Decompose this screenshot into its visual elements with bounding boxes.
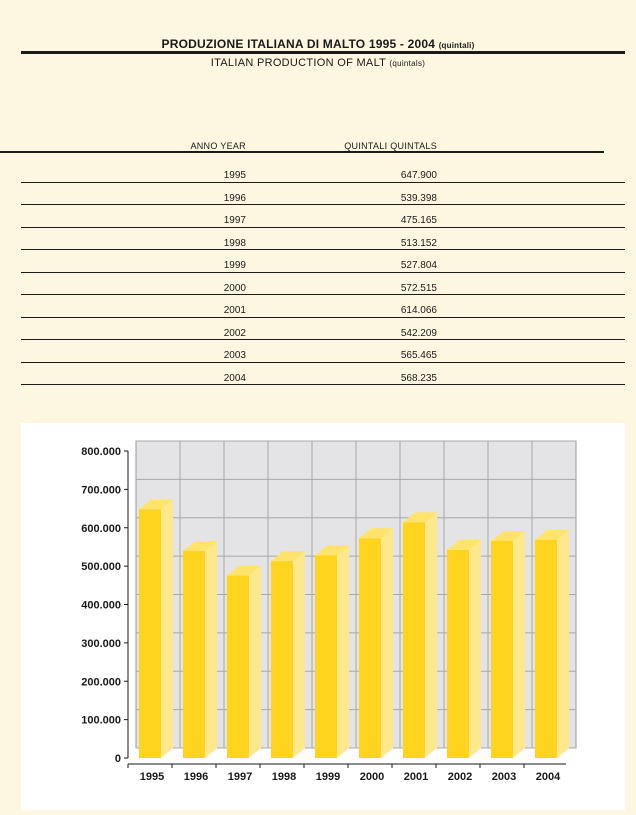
- chart-panel: [21, 423, 625, 810]
- y-tick-label: 100.000: [81, 714, 121, 727]
- data-table-body: [21, 160, 625, 385]
- bar-side: [381, 528, 393, 758]
- bar-side: [469, 540, 481, 758]
- table-row: [21, 295, 625, 318]
- table-row: [21, 250, 625, 273]
- bar: [315, 555, 337, 758]
- table-cell-quintals: 513.152: [400, 237, 437, 249]
- table-row: [21, 183, 625, 206]
- x-tick-label: 1999: [315, 771, 341, 783]
- x-tick-label: 1998: [271, 771, 297, 783]
- bar-side: [205, 541, 217, 758]
- table-cell-year: 2003: [223, 350, 246, 361]
- table-row: [21, 228, 625, 251]
- table-row: [21, 318, 625, 341]
- table-cell-quintals: 475.165: [400, 215, 437, 226]
- table-row: [21, 160, 625, 183]
- bar: [491, 541, 513, 758]
- x-tick-label: 2001: [403, 771, 429, 783]
- bar-side: [337, 545, 349, 758]
- table-cell-quintals: 527.804: [400, 260, 437, 271]
- x-tick-label: 2003: [491, 771, 517, 783]
- table-cell-quintals: 572.515: [400, 282, 437, 294]
- table-cell-year: 2000: [223, 282, 246, 294]
- table-cell-year: 1998: [223, 237, 246, 249]
- title-english-unit: (quintals): [389, 59, 426, 68]
- y-tick-label: 500.000: [81, 561, 121, 574]
- title-english: [0, 57, 636, 69]
- bar: [403, 522, 425, 758]
- table-cell-quintals: 614.066: [400, 305, 437, 316]
- bar-chart: [21, 423, 625, 810]
- bar-side: [557, 530, 569, 758]
- bar-side: [425, 512, 437, 758]
- y-tick-label: 300.000: [81, 637, 121, 650]
- bar: [447, 550, 469, 758]
- y-tick-label: 800.000: [81, 446, 121, 458]
- bar-side: [161, 499, 173, 758]
- table-cell-quintals: 647.900: [400, 170, 437, 181]
- table-row: [21, 205, 625, 228]
- bar-side: [293, 551, 305, 758]
- table-cell-quintals: 539.398: [400, 192, 437, 204]
- bar-side: [249, 566, 261, 758]
- bar-side: [513, 531, 525, 758]
- column-header-quintals: QUINTALI QUINTALS: [344, 141, 437, 151]
- table-cell-year: 1996: [223, 192, 246, 204]
- table-cell-quintals: 542.209: [400, 327, 437, 339]
- bar: [139, 509, 161, 758]
- table-header-rule: [0, 151, 604, 153]
- column-header-year: ANNO YEAR: [190, 141, 246, 151]
- y-tick-label: 0: [114, 753, 121, 765]
- bar: [271, 561, 293, 758]
- table-row: [21, 363, 625, 386]
- table-cell-year: 1999: [223, 260, 246, 271]
- table-cell-quintals: 568.235: [400, 372, 437, 384]
- bar: [227, 576, 249, 758]
- title-italian-text: PRODUZIONE ITALIANA DI MALTO 1995 - 2004: [161, 37, 436, 51]
- title-english-text: ITALIAN PRODUCTION OF MALT: [210, 57, 386, 69]
- y-tick-label: 700.000: [81, 484, 121, 497]
- x-tick-label: 1996: [183, 771, 209, 783]
- table-cell-year: 2004: [223, 372, 246, 384]
- y-tick-label: 600.000: [81, 522, 121, 535]
- x-tick-label: 2000: [359, 771, 385, 783]
- title-italian: [0, 37, 636, 51]
- table-row: [21, 340, 625, 363]
- table-cell-year: 2002: [223, 327, 246, 339]
- table-row: [21, 273, 625, 296]
- x-tick-label: 2004: [535, 771, 561, 783]
- table-cell-quintals: 565.465: [400, 350, 437, 361]
- bar: [183, 551, 205, 758]
- y-tick-label: 400.000: [81, 599, 121, 612]
- title-rule: [21, 51, 625, 54]
- bar: [359, 538, 381, 758]
- x-tick-label: 2002: [447, 771, 473, 783]
- bar: [535, 540, 557, 758]
- table-cell-year: 1997: [223, 215, 246, 226]
- x-tick-label: 1995: [139, 771, 165, 783]
- table-cell-year: 1995: [223, 170, 246, 181]
- table-cell-year: 2001: [223, 305, 246, 316]
- x-tick-label: 1997: [227, 771, 253, 783]
- title-italian-unit: (quintali): [438, 41, 475, 50]
- y-tick-label: 200.000: [81, 676, 121, 689]
